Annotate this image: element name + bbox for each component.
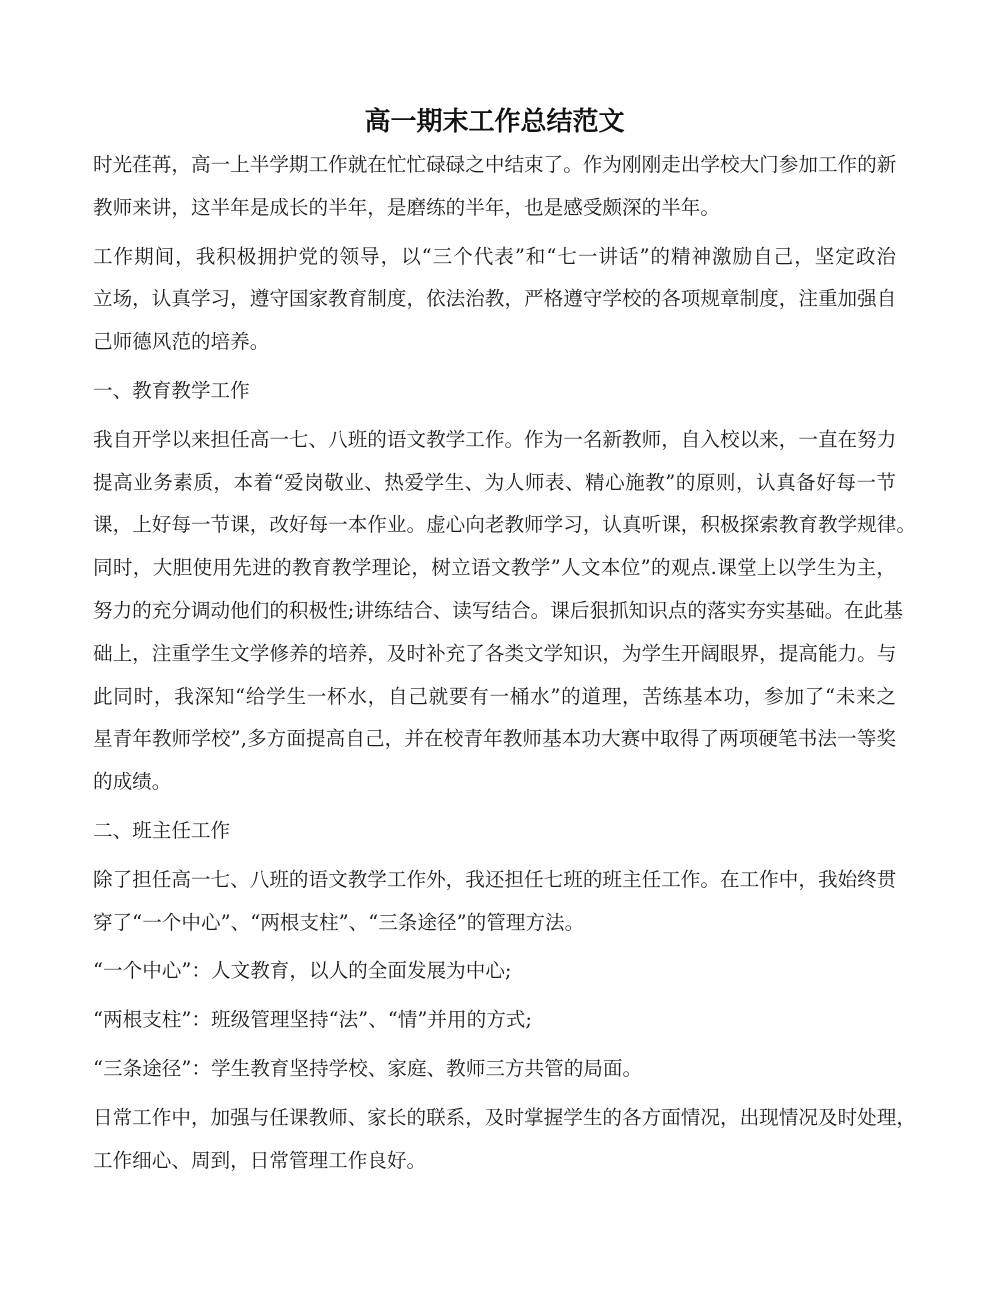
two-pillars-item: [93, 999, 896, 1042]
paragraph-line: “两根支柱”：班级管理坚持“法”、“情”并用的方式;: [93, 1008, 532, 1032]
paragraph-line: 教师来讲，这半年是成长的半年，是磨练的半年，也是感受颇深的半年。: [93, 195, 720, 219]
paragraph-line: 此同时，我深知“给学生一杯水，自己就要有一桶水”的道理，苦练基本功，参加了“未来之: [93, 684, 896, 708]
document-title: 高一期末工作总结范文: [364, 107, 625, 136]
paragraph-line: 日常工作中，加强与任课教师、家长的联系，及时掌握学生的各方面情况，出现情况及时处理，: [93, 1105, 916, 1129]
paragraph-line: 工作细心、周到，日常管理工作良好。: [93, 1148, 427, 1172]
paragraph-line: 的成绩。: [93, 770, 172, 794]
teaching-work-paragraph: [93, 419, 916, 804]
paragraph-line: “三条途径”：学生教育坚持学校、家庭、教师三方共管的局面。: [93, 1056, 643, 1080]
paragraph-line: 努力的充分调动他们的积极性;讲练结合、读写结合。课后狠抓知识点的落实夯实基础。在此基: [93, 598, 903, 622]
daily-work-paragraph: [93, 1097, 916, 1183]
paragraph-line: 除了担任高一七、八班的语文教学工作外，我还担任七班的班主任工作。在工作中，我始终贯: [93, 867, 897, 891]
paragraph-line: 提高业务素质，本着“爱岗敬业、热爱学生、为人师表、精心施教”的原则，认真备好每一节: [93, 470, 896, 494]
paragraph-line: 己师德风范的培养。: [93, 330, 270, 354]
paragraph-line: 工作期间，我积极拥护党的领导，以“三个代表”和“七一讲话”的精神激励自己，坚定政治: [93, 244, 896, 268]
paragraph-line: 穿了“一个中心”、“两根支柱”、“三条途径”的管理方法。: [93, 910, 585, 934]
paragraph-line: 星青年教师学校”,多方面提高自己，并在校青年教师基本功大赛中取得了两项硬笔书法一等奖: [93, 727, 896, 751]
paragraph-line: “一个中心”：人文教育，以人的全面发展为中心;: [93, 959, 512, 983]
three-paths-item: [93, 1048, 896, 1091]
document-page: [93, 100, 916, 1188]
paragraph-line: 我自开学以来担任高一七、八班的语文教学工作。作为一名新教师，自入校以来，一直在努力: [93, 427, 897, 451]
political-stance-paragraph: [93, 236, 896, 364]
paragraph-line: 础上，注重学生文学修养的培养，及时补充了各类文学知识，为学生开阔眼界，提高能力。与: [93, 641, 897, 665]
one-center-item: [93, 950, 896, 993]
section-heading-class-teacher: 二、班主任工作: [93, 818, 231, 842]
class-teacher-paragraph: [93, 859, 896, 945]
section-heading-teaching: 一、教育教学工作: [93, 378, 250, 402]
intro-paragraph: [93, 144, 896, 230]
paragraph-line: 立场，认真学习，遵守国家教育制度，依法治教，严格遵守学校的各项规章制度，注重加强自: [93, 287, 897, 311]
paragraph-line: 时光荏苒，高一上半学期工作就在忙忙碌碌之中结束了。作为刚刚走出学校大门参加工作的新: [93, 153, 897, 176]
paragraph-line: 同时，大胆使用先进的教育教学理论，树立语文教学”人文本位”的观点.课堂上以学生为主，: [93, 556, 896, 580]
paragraph-line: 课，上好每一节课，改好每一本作业。虚心向老教师学习，认真听课，积极探索教育教学规律。: [93, 513, 916, 537]
